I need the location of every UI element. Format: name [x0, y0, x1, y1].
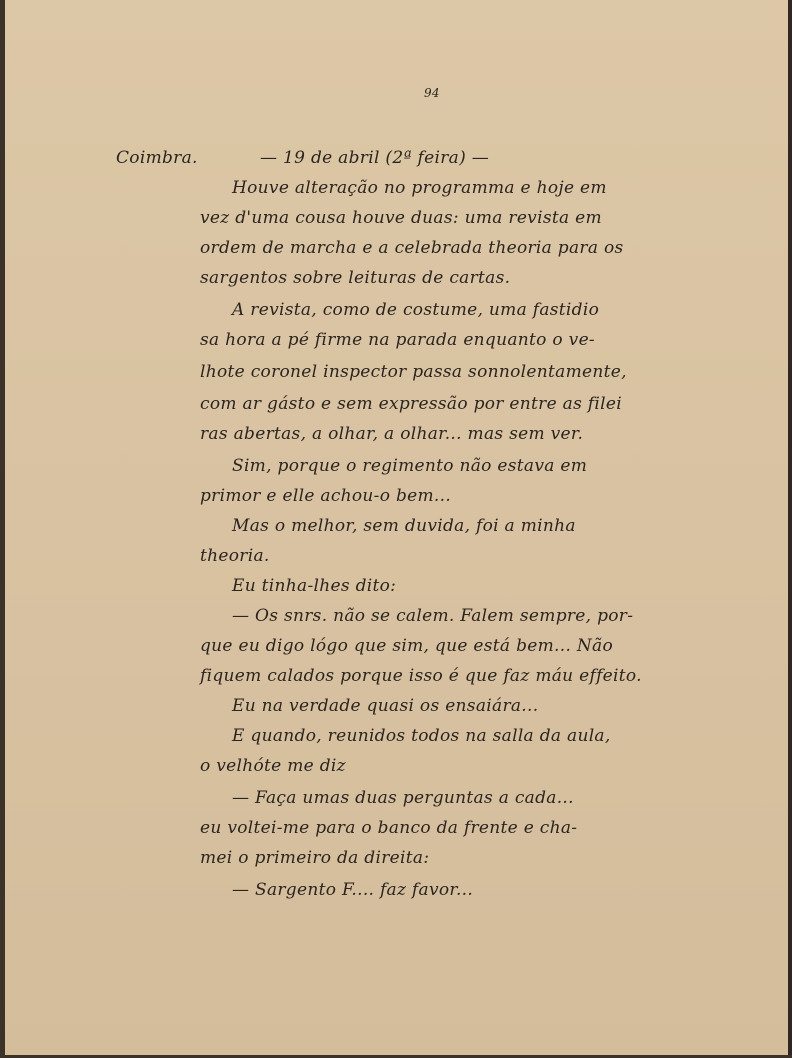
- text-line: Sim, porque o regimento não estava em: [232, 456, 588, 476]
- text-line: mei o primeiro da direita:: [200, 848, 430, 868]
- text-line: — Os snrs. não se calem. Falem sempre, por-: [232, 606, 634, 626]
- text-line: que eu digo lógo que sim, que está bem... Não: [200, 636, 613, 656]
- text-line: ordem de marcha e a celebrada theoria para os: [200, 238, 624, 258]
- place-name: Coimbra.: [116, 148, 198, 168]
- text-line: sa hora a pé firme na parada enquanto o ve-: [200, 330, 595, 350]
- text-line: Houve alteração no programma e hoje em: [232, 178, 607, 198]
- text-line: com ar gásto e sem expressão por entre as filei: [200, 394, 622, 414]
- text-line: theoria.: [200, 546, 270, 566]
- text-line: vez d'uma cousa houve duas: uma revista em: [200, 208, 602, 228]
- text-line: lhote coronel inspector passa sonnolentamente,: [200, 362, 627, 382]
- text-line: fiquem calados porque isso é que faz máu effeito.: [200, 666, 642, 686]
- text-line: eu voltei-me para o banco da frente e cha-: [200, 818, 578, 838]
- text-line: o velhóte me diz: [200, 756, 346, 776]
- text-line: E quando, reunidos todos na salla da aula,: [232, 726, 611, 746]
- text-line: Eu na verdade quasi os ensaiára...: [232, 696, 539, 716]
- page-edge-left: [0, 0, 5, 1058]
- page-edge-right: [788, 0, 792, 1058]
- text-line: — Sargento F.... faz favor...: [232, 880, 474, 900]
- text-line: Eu tinha-lhes dito:: [232, 576, 397, 596]
- text-line: A revista, como de costume, uma fastidio: [232, 300, 600, 320]
- text-line: ras abertas, a olhar, a olhar... mas sem ver.: [200, 424, 584, 444]
- date-heading: — 19 de abril (2ª feira) —: [260, 148, 490, 168]
- text-line: Mas o melhor, sem duvida, foi a minha: [232, 516, 576, 536]
- text-line: sargentos sobre leituras de cartas.: [200, 268, 511, 288]
- text-line: primor e elle achou-o bem...: [200, 486, 452, 506]
- page-number: 94: [424, 86, 440, 100]
- text-line: — Faça umas duas perguntas a cada...: [232, 788, 574, 808]
